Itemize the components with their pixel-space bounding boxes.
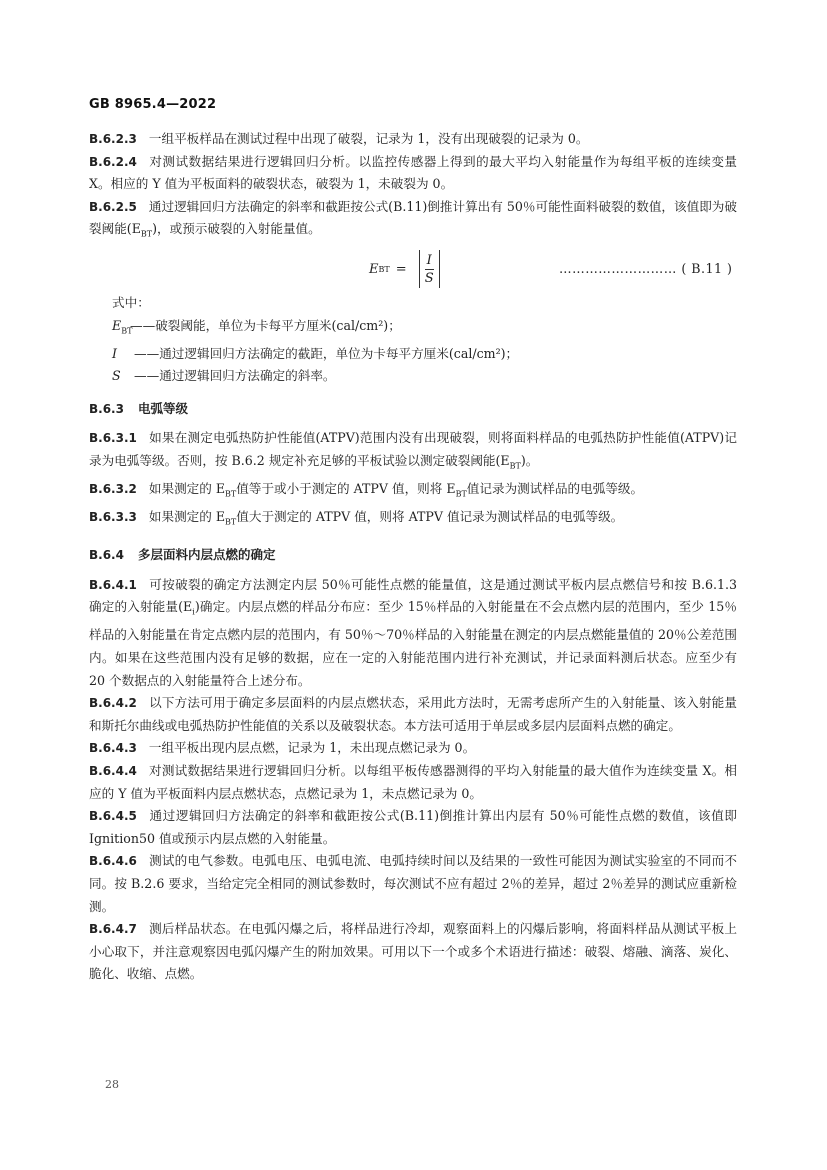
clause-text: )。 (520, 452, 539, 468)
clause-number: B.6.4.6 (89, 854, 137, 869)
clause-text: 测试的电气参数。电弧电压、电弧电流、电弧持续时间以及结果的一致性可能因为测试实验室的不同而不同。按 B.2.6 要求，当给定完全相同的测试参数时，每次测试不应有超过 2％的差异，超过 2％差异的测试应重新检测。 (89, 853, 737, 914)
clause-text: 通过逻辑回归方法确定的斜率和截距按公式(B.11)倒推计算出内层有 50％可能性点燃的数值，该值即 Ignition50 值或预示内层点燃的入射能量。 (89, 808, 737, 846)
clause-text: 对测试数据结果进行逻辑回归分析。以监控传感器上得到的最大平均入射能量作为每组平板的连续变量 X。相应的 Y 值为平板面料的破裂状态，破裂为 1，未破裂为 0。 (89, 153, 737, 192)
clause-number: B.6.4.5 (89, 809, 137, 824)
subscript: BT (225, 489, 237, 499)
symbol: S (112, 368, 121, 384)
clause-text: 一组平板出现内层点燃，记录为 1，未出现点燃记录为 0。 (148, 740, 476, 756)
clause-text: 对测试数据结果进行逻辑回归分析。以每组平板传感器测得的平均入射能量的最大值作为连续变量 X。相应的 Y 值为平板面料内层点燃状态，点燃记录为 1，未点燃记录为 0。 (89, 763, 737, 801)
clause-text: 如果测定的 E (148, 480, 226, 496)
definition-item (112, 343, 737, 365)
definition-text: ——通过逻辑回归方法确定的斜率。 (130, 368, 336, 384)
clause-number: B.6.4.4 (89, 764, 137, 778)
formula-denominator: S (424, 270, 434, 286)
clause-text: 以下方法可用于确定多层面料的内层点燃状态，采用此方法时，无需考虑所产生的入射能量、该入射能量和斯托尔曲线或电弧热防护性能值的关系以及破裂状态。本方法可适用于单层或多层内层面料点燃的确定。 (89, 695, 737, 733)
paragraph-b-6-4-6 (89, 850, 737, 918)
paragraph-b-6-4-7 (89, 918, 737, 986)
section-number: B.6.4 (89, 548, 124, 563)
paragraph-b-6-4-3 (89, 737, 737, 760)
section-heading-b-6-3 (89, 398, 737, 421)
formula-reference: ……………………… ( B.11 ) (559, 261, 733, 277)
subscript: BT (509, 461, 521, 471)
paragraph-b-6-3-3 (89, 506, 737, 534)
clause-text: 可按破裂的确定方法测定内层 50％可能性点燃的能量值，这是通过测试平板内层点燃信号和按 B.6.1.3 确定的入射能量(E (89, 576, 737, 615)
clause-number: B.6.2.4 (89, 154, 137, 169)
definition-item (112, 365, 737, 387)
section-heading-b-6-4 (89, 544, 737, 567)
paragraph-b-6-2-4 (89, 151, 737, 196)
symbol-definitions (112, 292, 737, 387)
clause-text: 通过逻辑回归方法确定的斜率和截距按公式(B.11)倒推计算出有 50％可能性面料破裂的数值，该值即为破裂阈能(E (89, 198, 737, 237)
clause-number: B.6.3.2 (89, 481, 137, 496)
paragraph-b-6-4-5 (89, 805, 737, 850)
paragraph-b-6-4-1 (89, 574, 737, 692)
symbol: $E_{BT}$ (112, 317, 133, 336)
clause-number: B.6.2.5 (89, 199, 137, 214)
paragraph-b-6-2-3 (89, 128, 737, 151)
definition-text: ——通过逻辑回归方法确定的截距，单位为卡每平方厘米(cal/cm²)； (130, 345, 519, 361)
subscript: BT (140, 229, 153, 239)
formula-numerator: I (426, 252, 432, 268)
definition-item (112, 315, 737, 343)
paragraph-b-6-3-1 (89, 427, 737, 478)
definition-text: ——破裂阈能，单位为卡每平方厘米(cal/cm²)； (130, 317, 401, 333)
formula-fraction (425, 252, 434, 287)
definitions-lead: 式中： (112, 295, 150, 311)
clause-number: B.6.4.3 (89, 741, 137, 756)
section-number: B.6.3 (89, 401, 124, 416)
subscript: BT (455, 489, 467, 499)
formula-b-11 (89, 248, 737, 292)
clause-number: B.6.3.1 (89, 431, 137, 446)
section-title: 多层面料内层点燃的确定 (137, 547, 276, 563)
clause-text: 值记录为测试样品的电弧等级。 (466, 480, 644, 496)
formula-equals: = (395, 261, 407, 277)
formula-lhs-subscript: BT (378, 264, 390, 274)
paragraph-b-6-3-2 (89, 478, 737, 506)
subscript: i (192, 607, 195, 617)
clause-number: B.6.3.3 (89, 510, 137, 525)
clause-text: 值大于测定的 ATPV 值，则将 ATPV 值记录为测试样品的电弧等级。 (236, 509, 624, 525)
clause-text: 如果测定的 E (148, 509, 226, 525)
clause-text: )确定。内层点燃的样品分布应：至少 15％样品的入射能量在不会点燃内层的范围内，至少 15％样品的入射能量在肯定点燃内层的范围内，有 50％～70％样品的入射能量在测定的内层点燃能量值的 20％公差范围内。如果在这些范围内没有足够的数据，应在一定的入射能范围内进行补充测试，并记录面料测后状态。应至少有 20 个数据点的入射能量符合上述分布。 (89, 599, 737, 688)
page-number: 28 (105, 1078, 119, 1091)
paragraph-b-6-4-2 (89, 692, 737, 737)
clause-text: 如果在测定电弧热防护性能值(ATPV)范围内没有出现破裂，则将面料样品的电弧热防护性能值(ATPV)记录为电弧等级。否则，按 B.6.2 规定补充足够的平板试验以测定破裂阈能(E (89, 430, 737, 468)
clause-text: 一组平板样品在测试过程中出现了破裂，记录为 1，没有出现破裂的记录为 0。 (148, 131, 589, 146)
absolute-value-bars (419, 250, 440, 288)
clause-number: B.6.2.3 (89, 132, 137, 146)
clause-number: B.6.4.7 (89, 922, 137, 937)
paragraph-b-6-4-4 (89, 760, 737, 805)
formula-expression (369, 250, 440, 288)
clause-text: )，或预示破裂的入射能量值。 (152, 221, 321, 237)
paragraph-b-6-2-5 (89, 196, 737, 247)
clause-number: B.6.4.2 (89, 696, 137, 711)
document-body (89, 128, 737, 986)
clause-text: 测后样品状态。在电弧闪爆之后，将样品进行冷却，观察面料上的闪爆后影响，将面料样品从测试平板上小心取下，并注意观察因电弧闪爆产生的附加效果。可用以下一个或多个术语进行描述：破裂、熔融、滴落、炭化、脆化、收缩、点燃。 (89, 921, 737, 982)
formula-lhs: E (369, 261, 379, 277)
clause-text: 值等于或小于测定的 ATPV 值，则将 E (236, 480, 456, 496)
clause-number: B.6.4.1 (89, 577, 137, 592)
symbol: I (112, 345, 117, 361)
subscript: BT (225, 517, 237, 527)
document-header: GB 8965.4—2022 (89, 97, 217, 112)
section-title: 电弧等级 (137, 400, 188, 416)
